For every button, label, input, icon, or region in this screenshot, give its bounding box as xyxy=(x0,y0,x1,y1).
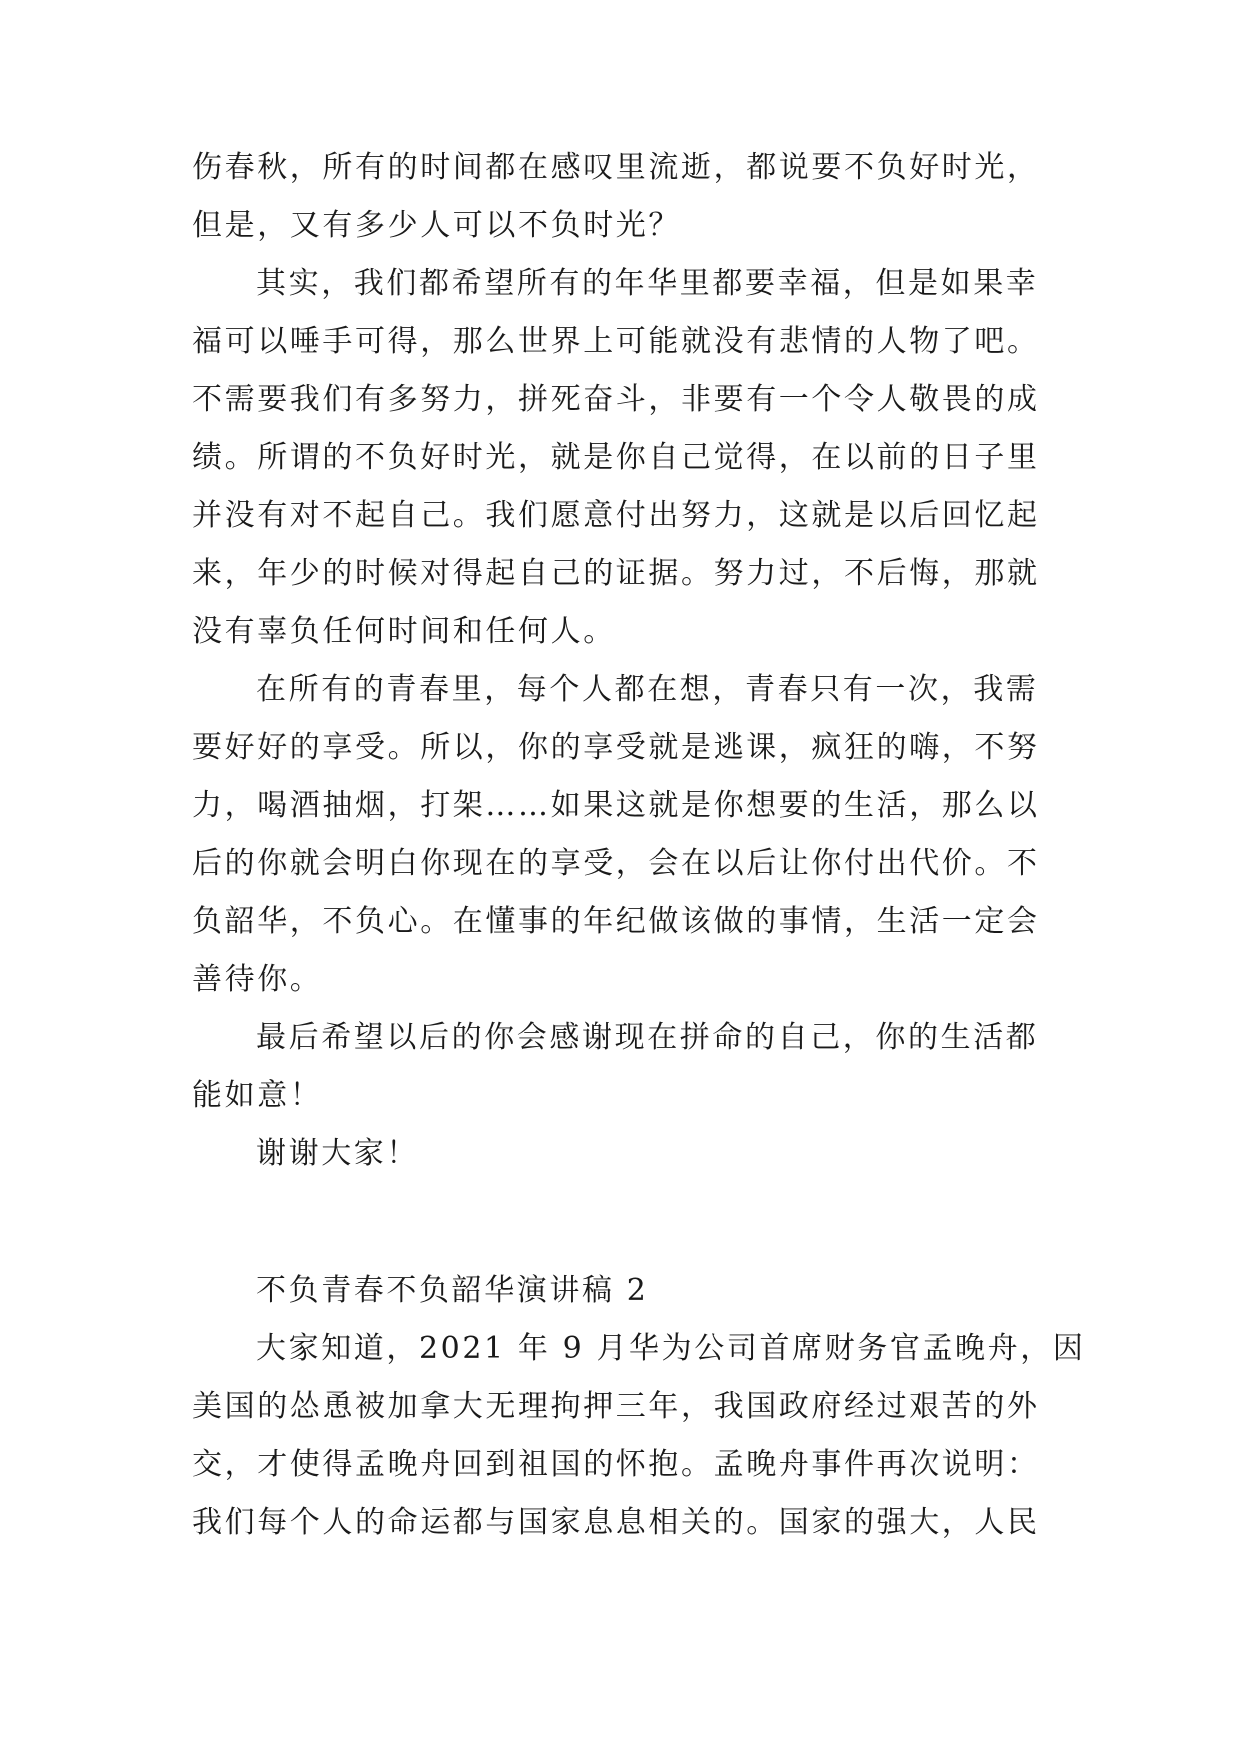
paragraph-line: 福可以唾手可得，那么世界上可能就没有悲情的人物了吧。 xyxy=(192,324,1040,359)
paragraph-line: 负韶华，不负心。在懂事的年纪做该做的事情，生活一定会 xyxy=(192,904,1040,939)
paragraph-line: 其实，我们都希望所有的年华里都要幸福，但是如果幸 xyxy=(256,266,1039,301)
paragraph-line: 力，喝酒抽烟，打架……如果这就是你想要的生活，那么以 xyxy=(192,788,1040,823)
paragraph-line: 大家知道，2021 年 9 月华为公司首席财务官孟晚舟，因 xyxy=(256,1331,1086,1366)
paragraph-line: 绩。所谓的不负好时光，就是你自己觉得，在以前的日子里 xyxy=(192,440,1040,475)
speech-body-section-1 xyxy=(192,139,1062,1183)
paragraph-line: 并没有对不起自己。我们愿意付出努力，这就是以后回忆起 xyxy=(192,498,1040,533)
paragraph-line: 交，才使得孟晚舟回到祖国的怀抱。孟晚舟事件再次说明： xyxy=(192,1447,1040,1482)
paragraph-line: 伤春秋，所有的时间都在感叹里流逝，都说要不负好时光， xyxy=(192,150,1040,185)
paragraph-line: 善待你。 xyxy=(192,962,323,997)
paragraph-line: 没有辜负任何时间和任何人。 xyxy=(192,614,616,649)
paragraph-line: 不需要我们有多努力，拼死奋斗，非要有一个令人敬畏的成 xyxy=(192,382,1040,417)
section-title: 不负青春不负韶华演讲稿 2 xyxy=(256,1273,649,1308)
paragraph-line: 要好好的享受。所以，你的享受就是逃课，疯狂的嗨，不努 xyxy=(192,730,1040,765)
paragraph-line: 在所有的青春里，每个人都在想，青春只有一次，我需 xyxy=(256,672,1039,707)
closing-thanks: 谢谢大家！ xyxy=(256,1136,419,1171)
paragraph-line: 后的你就会明白你现在的享受，会在以后让你付出代价。不 xyxy=(192,846,1040,881)
paragraph-line: 能如意！ xyxy=(192,1078,323,1113)
paragraph-line: 美国的怂恿被加拿大无理拘押三年，我国政府经过艰苦的外 xyxy=(192,1389,1040,1424)
paragraph-line: 但是，又有多少人可以不负时光？ xyxy=(192,208,681,243)
paragraph-line: 来，年少的时候对得起自己的证据。努力过，不后悔，那就 xyxy=(192,556,1040,591)
paragraph-line: 最后希望以后的你会感谢现在拼命的自己，你的生活都 xyxy=(256,1020,1039,1055)
speech-body-section-2 xyxy=(192,1262,1086,1552)
paragraph-line: 我们每个人的命运都与国家息息相关的。国家的强大，人民 xyxy=(192,1505,1040,1540)
